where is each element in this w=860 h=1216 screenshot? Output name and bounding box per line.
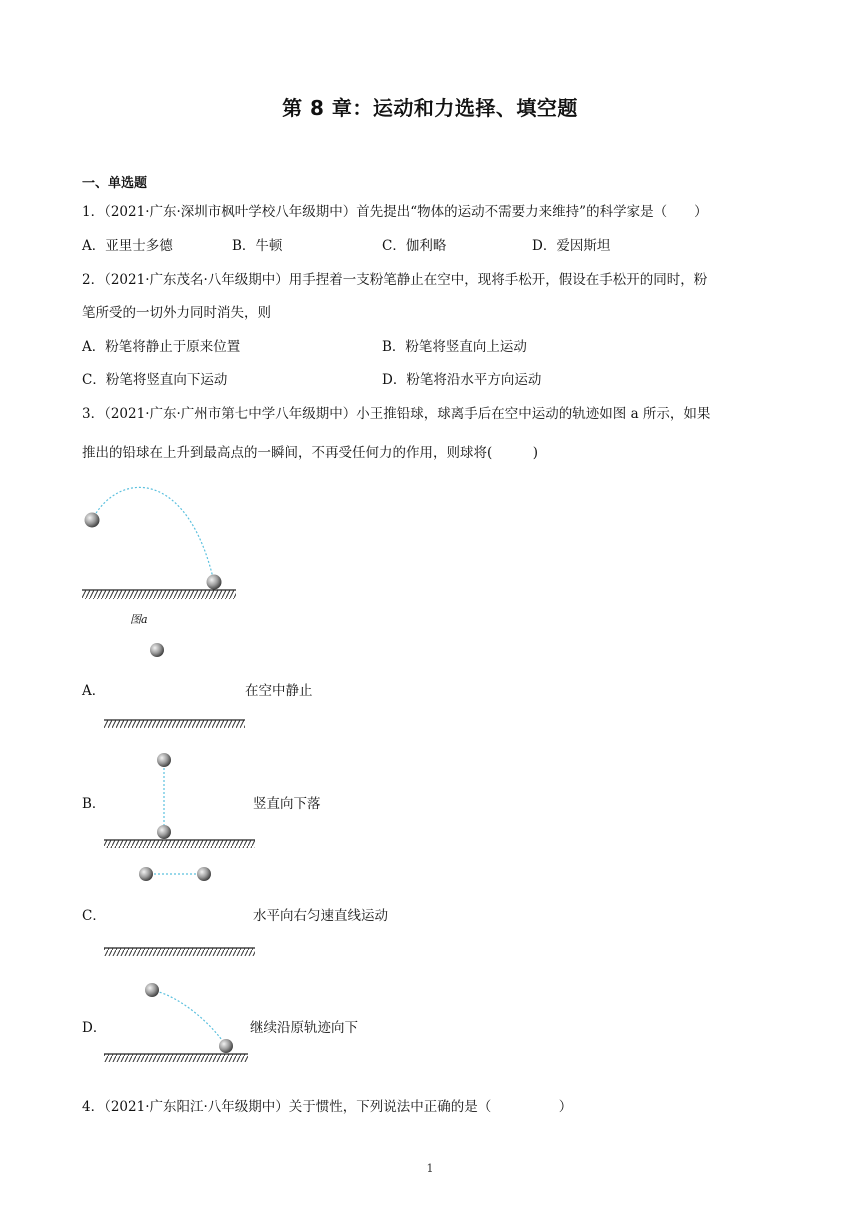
trajectory-curve (152, 990, 226, 1046)
ground-hatching (82, 590, 236, 599)
question-1-text: 1．（2021·广东·深圳市枫叶学校八年级期中）首先提出“物体的运动不需要力来维持”的科学家是（ ） (82, 204, 708, 220)
option-c-figure (100, 862, 260, 972)
ground-hatching (104, 948, 255, 956)
question-2-text-line1: 2．（2021·广东茂名·八年级期中）用手捏着一支粉笔静止在空中，现将手松开，假设在手松开的同时，粉 (82, 272, 708, 288)
q3-option-d-text: 继续沿原轨迹向下 (250, 1020, 358, 1036)
ball-icon-left (139, 867, 153, 881)
q3-option-b-letter: B． (82, 796, 106, 812)
q1-option-d: D．爱因斯坦 (532, 238, 611, 254)
shot-put-ball-start (85, 513, 100, 528)
q2-option-a: A．粉笔将静止于原来位置 (82, 339, 241, 355)
shot-put-ball-end (207, 575, 222, 590)
question-2-text-line2: 笔所受的一切外力同时消失，则 (82, 305, 271, 321)
question-4-text: 4．（2021·广东阳江·八年级期中）关于惯性，下列说法中正确的是（ ） (82, 1099, 573, 1115)
figure-a-label: 图a (130, 613, 148, 626)
q3-option-a-letter: A． (82, 683, 106, 699)
q1-option-a: A．亚里士多德 (82, 238, 173, 254)
option-b-figure (100, 750, 260, 860)
ball-icon-right (197, 867, 211, 881)
question-3-text-line2: 推出的铅球在上升到最高点的一瞬间，不再受任何力的作用，则球将( ) (82, 445, 539, 461)
option-d-figure (100, 976, 260, 1086)
page-number: 1 (426, 1162, 434, 1175)
question-3-text-line1: 3．（2021·广东·广州市第七中学八年级期中）小王推铅球，球离手后在空中运动的轨迹如图 a 所示，如果 (82, 406, 711, 422)
q3-option-c-letter: C． (82, 908, 106, 924)
q2-option-b: B．粉笔将竖直向上运动 (382, 339, 527, 355)
q3-option-d-letter: D． (82, 1020, 107, 1036)
ball-icon-top (157, 753, 171, 767)
ground-hatching (104, 1054, 248, 1062)
ball-icon (150, 643, 164, 657)
ball-icon-top (145, 983, 159, 997)
section-heading: 一、单选题 (82, 176, 148, 191)
q3-option-b-text: 竖直向下落 (253, 796, 321, 812)
ball-icon-bottom (157, 825, 171, 839)
q3-option-a-text: 在空中静止 (245, 683, 313, 699)
q1-option-b: B．牛顿 (232, 238, 283, 254)
trajectory-curve (92, 487, 214, 582)
q2-option-d: D．粉笔将沿水平方向运动 (382, 372, 542, 388)
page-title: 第 8 章：运动和力选择、填空题 (282, 96, 578, 120)
q3-option-c-text: 水平向右匀速直线运动 (253, 908, 388, 924)
q2-option-c: C．粉笔将竖直向下运动 (82, 372, 228, 388)
figure-a-trajectory (78, 478, 248, 638)
ball-icon-bottom (219, 1039, 233, 1053)
option-a-figure (100, 640, 250, 740)
q1-option-c: C．伽利略 (382, 238, 447, 254)
ground-hatching (104, 840, 255, 848)
ground-hatching (104, 720, 245, 728)
